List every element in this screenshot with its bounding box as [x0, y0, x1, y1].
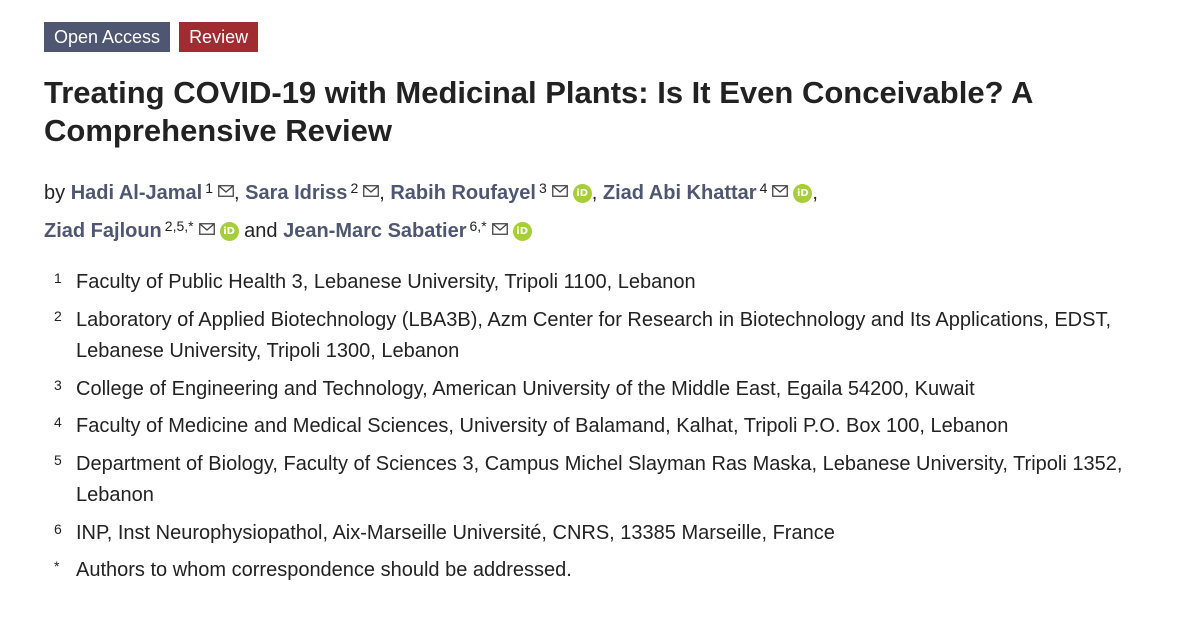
author-affil-sup: 6,*	[469, 218, 487, 234]
open-access-badge[interactable]: Open Access	[44, 22, 170, 52]
affiliation-marker: *	[54, 558, 60, 574]
byline-by: by	[44, 182, 66, 204]
author-link-sabatier[interactable]: Jean-Marc Sabatier	[283, 220, 467, 242]
affiliation-item	[54, 449, 1154, 512]
orcid-icon[interactable]: iD	[220, 222, 239, 241]
mail-icon[interactable]	[363, 185, 379, 197]
affiliation-item	[54, 518, 1154, 550]
article-type-badge: Review	[179, 22, 258, 52]
affiliation-list	[54, 267, 1154, 593]
affiliation-marker: 3	[54, 376, 62, 393]
affiliation-text: College of Engineering and Technology, American University of the Middle East, Egaila 54200, Kuwait	[76, 377, 975, 400]
author-link-idriss[interactable]: Sara Idriss	[245, 182, 348, 204]
mail-icon[interactable]	[552, 185, 568, 197]
affiliation-item	[54, 267, 1154, 299]
orcid-icon[interactable]: iD	[573, 184, 592, 203]
mail-icon[interactable]	[199, 223, 215, 235]
affiliation-text: Department of Biology, Faculty of Sciences 3, Campus Michel Slayman Ras Maska, Lebanese University, Tripoli 1352, Lebanon	[76, 452, 1123, 506]
author-link-al-jamal[interactable]: Hadi Al-Jamal	[70, 182, 203, 204]
author-list: by Hadi Al-Jamal $^1$ , Sara Idriss $^2$ , Rabih Roufayel $^3$ iD , Ziad Abi Khattar $^4$ iD , Ziad Fajloun $^{2,5,*}$ iD and Jean-Marc Sabatier $^{6,*}$ iD	[44, 180, 818, 242]
badge-row	[44, 22, 258, 52]
affiliation-marker: 5	[54, 451, 62, 468]
mail-icon[interactable]	[218, 185, 234, 197]
affiliation-marker: 2	[54, 307, 62, 324]
author-affil-sup: 4	[759, 180, 768, 196]
affiliation-item	[54, 374, 1154, 406]
mail-icon[interactable]	[492, 223, 508, 235]
affiliation-item	[54, 305, 1154, 368]
article-title: Treating COVID-19 with Medicinal Plants: Is It Even Conceivable? A Comprehensive Review	[44, 75, 1033, 148]
author-link-roufayel[interactable]: Rabih Roufayel	[390, 182, 536, 204]
orcid-icon[interactable]: iD	[793, 184, 812, 203]
affiliation-text: Laboratory of Applied Biotechnology (LBA3B), Azm Center for Research in Biotechnology and Its Applications, EDST, Lebanese University, Tripoli 1300, Lebanon	[76, 308, 1112, 362]
author-link-abi-khattar[interactable]: Ziad Abi Khattar	[602, 182, 757, 204]
mail-icon[interactable]	[772, 185, 788, 197]
author-affil-sup: 2	[350, 180, 359, 196]
affiliation-marker: 6	[54, 520, 62, 537]
author-affil-sup: 1	[205, 180, 214, 196]
orcid-icon[interactable]: iD	[513, 222, 532, 241]
affiliation-text: INP, Inst Neurophysiopathol, Aix-Marseille Université, CNRS, 13385 Marseille, France	[76, 521, 835, 544]
affiliation-item	[54, 411, 1154, 443]
affiliation-marker: 4	[54, 414, 62, 430]
author-link-fajloun[interactable]: Ziad Fajloun	[44, 220, 162, 242]
author-affil-sup: 2,5,*	[164, 218, 194, 234]
affiliation-text: Faculty of Medicine and Medical Sciences, University of Balamand, Kalhat, Tripoli P.O. Box 100, Lebanon	[76, 415, 1009, 437]
byline-and: and	[244, 220, 278, 242]
affiliation-text: Authors to whom correspondence should be addressed.	[76, 559, 572, 581]
affiliation-marker: 1	[54, 270, 62, 286]
affiliation-text: Faculty of Public Health 3, Lebanese University, Tripoli 1100, Lebanon	[76, 271, 696, 293]
affiliation-item	[54, 555, 1154, 587]
author-affil-sup: 3	[538, 180, 547, 196]
